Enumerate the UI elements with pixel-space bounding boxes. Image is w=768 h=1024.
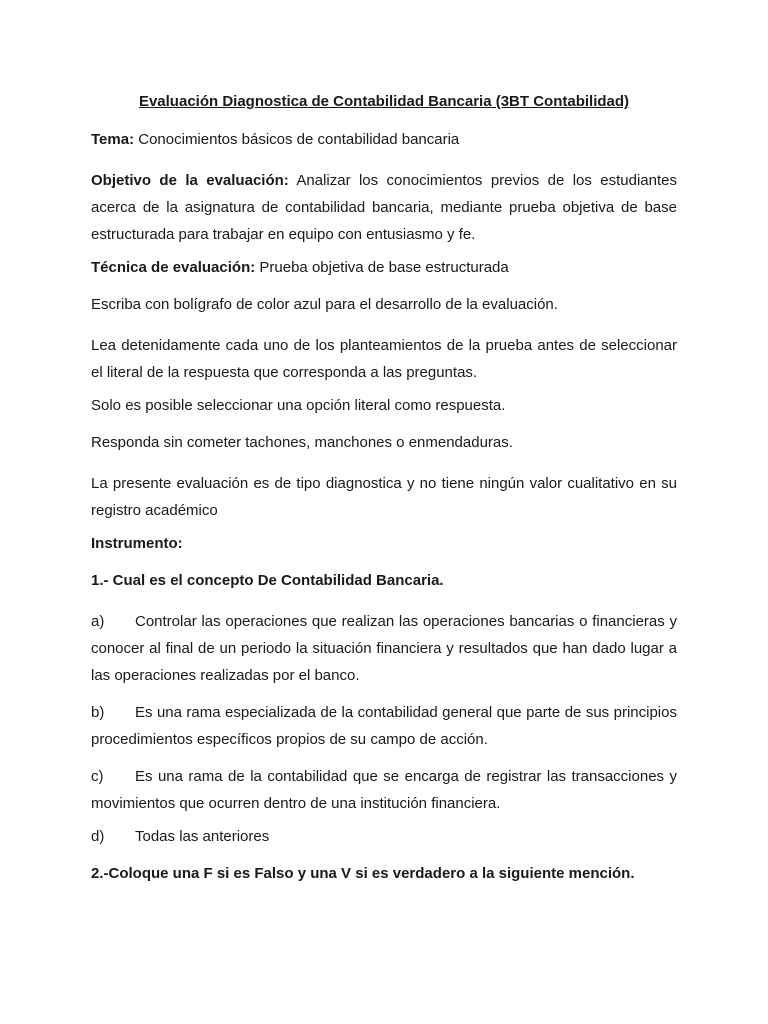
tecnica-label: Técnica de evaluación:: [91, 259, 256, 276]
option-b-letter: b): [91, 704, 105, 721]
option-c: [91, 763, 677, 817]
objetivo-value: Analizar los conocimientos previos de los estudiantes acerca de la asignatura de contabilidad bancaria, mediante prueba objetiva de base estructurada para trabajar en equipo con entusiasmo y fe.: [91, 172, 677, 243]
instruction-read-carefully: Lea detenidamente cada uno de los planteamientos de la prueba antes de seleccionar el literal de la respuesta que corresponda a las preguntas.: [91, 337, 677, 381]
instruction-no-erasures: Responda sin cometer tachones, manchones o enmendaduras.: [91, 434, 513, 451]
option-d: [91, 827, 677, 847]
option-b-text: Es una rama especializada de la contabilidad general que parte de sus principios procedimientos específicos propios de su campo de acción.: [91, 704, 677, 748]
question-2: 2.-Coloque una F si es Falso y una V si es verdadero a la siguiente mención.: [91, 865, 635, 882]
option-b: [91, 699, 677, 753]
option-c-letter: c): [91, 768, 104, 785]
tecnica-paragraph: [91, 258, 677, 278]
question-1: 1.- Cual es el concepto De Contabilidad Bancaria.: [91, 572, 444, 589]
option-c-text: Es una rama de la contabilidad que se encarga de registrar las transacciones y movimientos que ocurren dentro de una institución financiera.: [91, 768, 677, 812]
instrumento-heading: Instrumento:: [91, 535, 183, 552]
tecnica-value: Prueba objetiva de base estructurada: [259, 259, 509, 276]
objetivo-label: Objetivo de la evaluación:: [91, 172, 289, 189]
tema-paragraph: [91, 130, 677, 150]
option-a-text: Controlar las operaciones que realizan las operaciones bancarias o financieras y conocer al final de un periodo la situación financiera y resultados que han dado lugar a las operaciones realizadas por el banco.: [91, 613, 677, 684]
option-d-letter: d): [91, 828, 105, 845]
option-a-letter: a): [91, 613, 105, 630]
objetivo-paragraph: [91, 167, 677, 248]
instruction-single-option: Solo es posible seleccionar una opción literal como respuesta.: [91, 397, 506, 414]
tema-value: Conocimientos básicos de contabilidad bancaria: [138, 131, 460, 148]
instruction-blue-pen: Escriba con bolígrafo de color azul para el desarrollo de la evaluación.: [91, 296, 558, 313]
tema-label: Tema:: [91, 131, 135, 148]
option-d-text: Todas las anteriores: [135, 828, 270, 845]
option-a: [91, 608, 677, 689]
document-title: Evaluación Diagnostica de Contabilidad Bancaria (3BT Contabilidad): [138, 93, 630, 110]
instruction-diagnostic-note: La presente evaluación es de tipo diagnostica y no tiene ningún valor cualitativo en su registro académico: [91, 475, 677, 519]
